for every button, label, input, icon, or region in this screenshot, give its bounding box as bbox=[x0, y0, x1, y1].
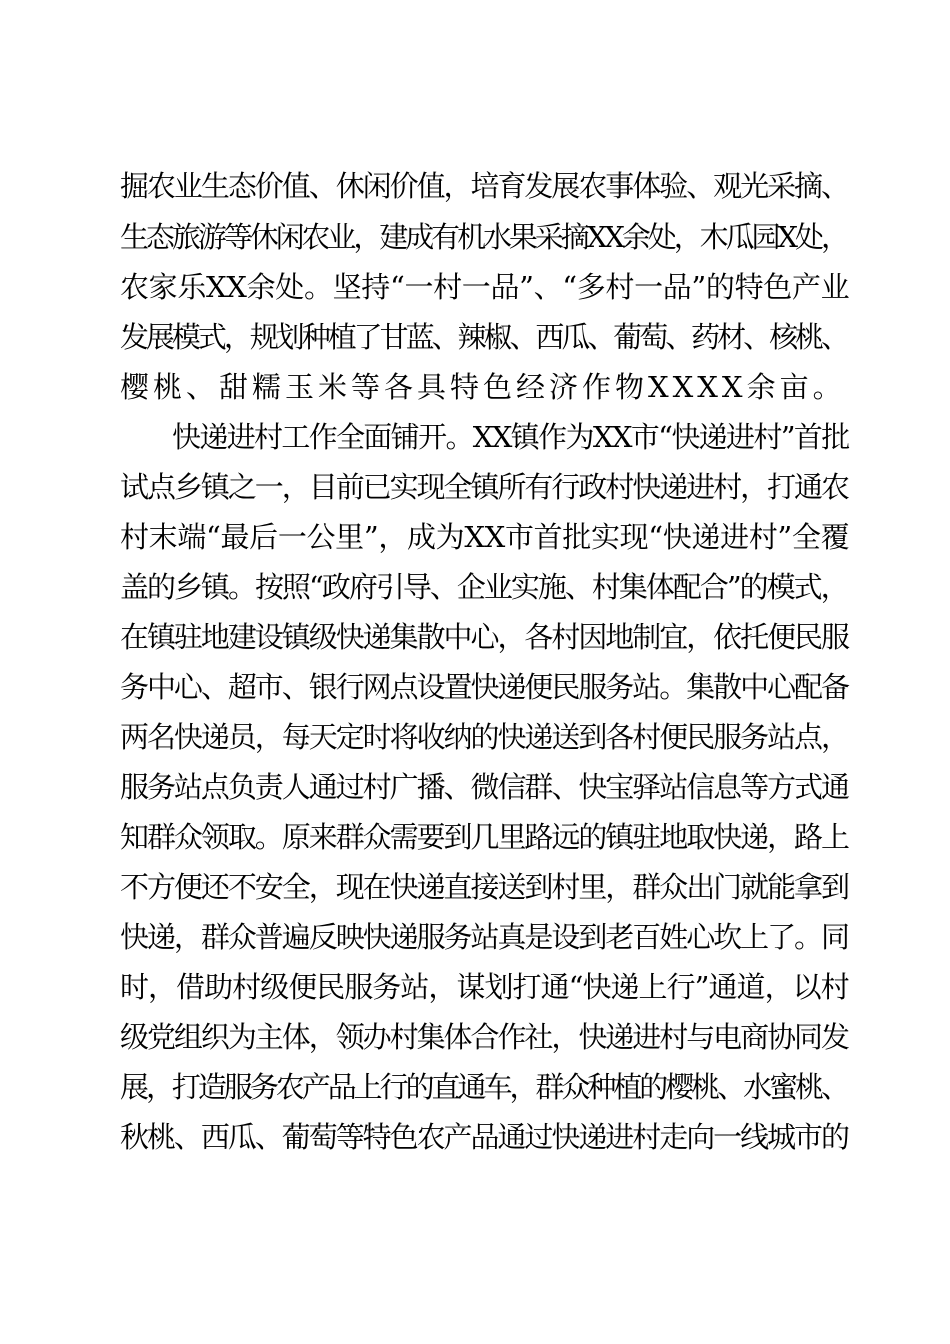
text-line: 服务站点负责人通过村广播、微信群、快宝驿站信息等方式通 bbox=[120, 770, 848, 804]
text-line: 生态旅游等休闲农业，建成有机水果采摘XX余处，木瓜园X处， bbox=[120, 220, 847, 254]
text-line: 秋桃、西瓜、葡萄等特色农产品通过快递进村走向一线城市的 bbox=[120, 1120, 848, 1154]
paragraph-first-line: 快递进村工作全面铺开。XX镇作为XX市“快递进村”首批 bbox=[172, 420, 849, 454]
text-line: 知群众领取。原来群众需要到几里路远的镇驻地取快递，路上 bbox=[120, 820, 848, 854]
text-line: 农家乐XX余处。坚持“一村一品”、“多村一品”的特色产业 bbox=[120, 270, 850, 304]
text-line: 级党组织为主体，领办村集体合作社，快递进村与电商协同发 bbox=[120, 1020, 848, 1054]
text-line: 试点乡镇之一，目前已实现全镇所有行政村快递进村，打通农 bbox=[120, 470, 848, 504]
text-line: 盖的乡镇。按照“政府引导、企业实施、村集体配合”的模式， bbox=[120, 570, 848, 604]
text-line: 务中心、超市、银行网点设置快递便民服务站。集散中心配备 bbox=[120, 670, 848, 704]
text-line: 在镇驻地建设镇级快递集散中心，各村因地制宜，依托便民服 bbox=[120, 620, 848, 654]
text-line: 掘农业生态价值、休闲价值，培育发展农事体验、观光采摘、 bbox=[120, 169, 848, 203]
text-line: 发展模式，规划种植了甘蓝、辣椒、西瓜、葡萄、药材、核桃、 bbox=[120, 320, 847, 354]
text-line: 不方便还不安全，现在快递直接送到村里，群众出门就能拿到 bbox=[120, 870, 848, 904]
text-line: 樱桃、甜糯玉米等各具特色经济作物XXXX余亩。 bbox=[120, 370, 846, 404]
text-line: 快递，群众普遍反映快递服务站真是设到老百姓心坎上了。同 bbox=[120, 920, 848, 954]
text-line: 两名快递员，每天定时将收纳的快递送到各村便民服务站点， bbox=[120, 720, 848, 754]
text-line: 时，借助村级便民服务站，谋划打通“快递上行”通道，以村 bbox=[120, 970, 849, 1004]
text-line: 村末端“最后一公里”，成为XX市首批实现“快递进村”全覆 bbox=[120, 520, 850, 554]
text-line: 展，打造服务农产品上行的直通车，群众种植的樱桃、水蜜桃、 bbox=[120, 1070, 847, 1104]
